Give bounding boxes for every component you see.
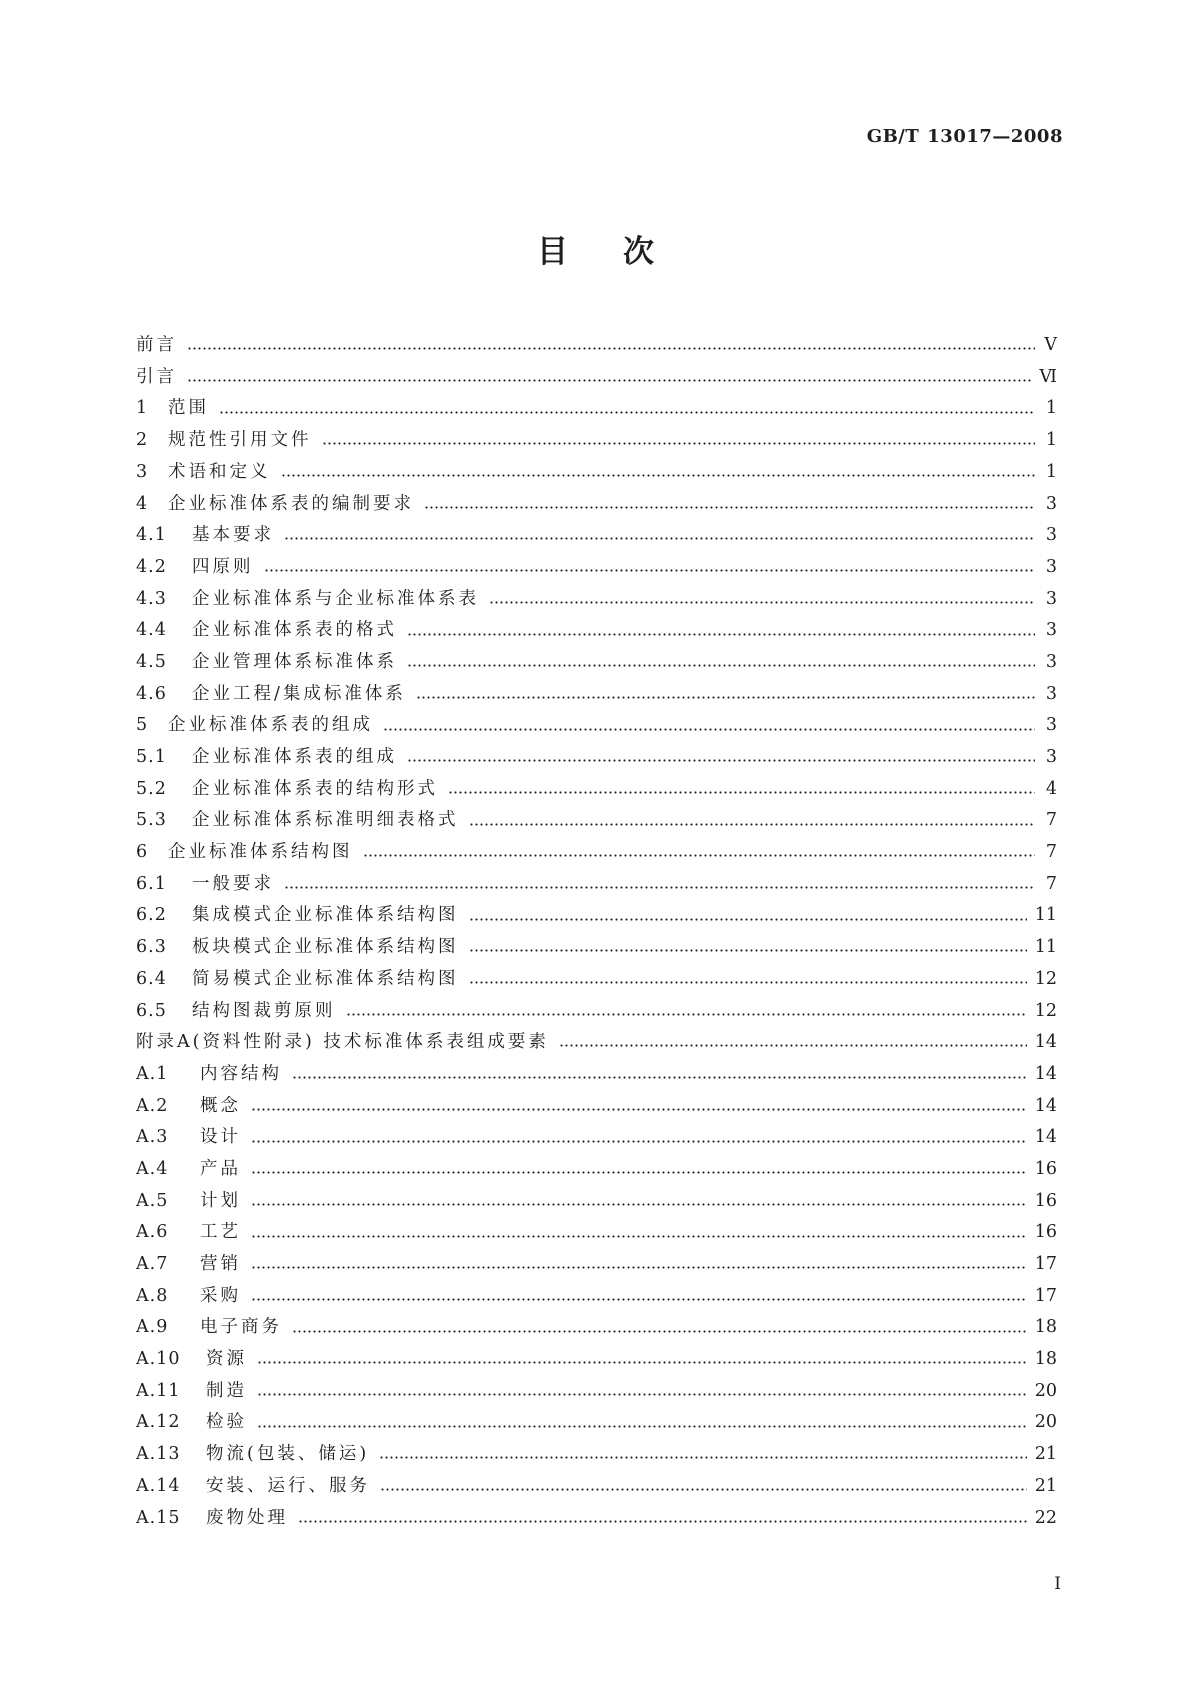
toc-entry-title: 术语和定义 bbox=[168, 461, 271, 482]
toc-entry-page: 3 bbox=[1045, 747, 1057, 768]
toc-entry-page: 17 bbox=[1034, 1254, 1057, 1275]
toc-dot-leader bbox=[469, 981, 1027, 984]
toc-entry-number: 2 bbox=[136, 430, 149, 451]
toc-entry[interactable] bbox=[136, 1091, 1057, 1123]
toc-entry-number: A.5 bbox=[136, 1190, 169, 1211]
toc-entry[interactable] bbox=[136, 1059, 1057, 1091]
toc-entry-title: 采购 bbox=[200, 1285, 241, 1306]
toc-dot-leader bbox=[264, 569, 1036, 572]
toc-entry-page: 14 bbox=[1034, 1095, 1057, 1116]
toc-entry-number: A.1 bbox=[136, 1063, 169, 1084]
toc-dot-leader bbox=[469, 949, 1027, 952]
toc-entry-number: 5.2 bbox=[136, 778, 167, 799]
toc-entry-page: Ⅵ bbox=[1039, 366, 1057, 387]
toc-entry[interactable] bbox=[136, 1281, 1057, 1313]
toc-entry-title: 工艺 bbox=[200, 1222, 241, 1243]
toc-entry[interactable] bbox=[136, 520, 1057, 552]
toc-entry[interactable] bbox=[136, 1249, 1057, 1281]
toc-entry-title: 企业工程/集成标准体系 bbox=[192, 683, 406, 704]
toc-dot-leader bbox=[346, 1013, 1027, 1016]
toc-entry-title: 企业标准体系标准明细表格式 bbox=[192, 810, 459, 831]
toc-dot-leader bbox=[363, 854, 1036, 857]
toc-dot-leader bbox=[281, 474, 1036, 477]
toc-entry-number: 6 bbox=[136, 842, 149, 863]
toc-entry-page: 20 bbox=[1034, 1412, 1057, 1433]
toc-entry-page: 22 bbox=[1034, 1507, 1057, 1528]
page-title: 目次 bbox=[537, 234, 709, 270]
toc-entry-title: 企业标准体系表的格式 bbox=[192, 620, 397, 641]
toc-dot-leader bbox=[380, 1488, 1027, 1491]
toc-entry[interactable] bbox=[136, 1312, 1057, 1344]
toc-entry-number: 1 bbox=[136, 398, 149, 419]
toc-entry-number: A.7 bbox=[136, 1254, 169, 1275]
toc-entry-page: 11 bbox=[1034, 937, 1057, 958]
toc-dot-leader bbox=[251, 1108, 1027, 1111]
toc-dot-leader bbox=[298, 1520, 1027, 1523]
toc-entry-number: 4.3 bbox=[136, 588, 167, 609]
toc-dot-leader bbox=[251, 1298, 1027, 1301]
toc-entry-number: 4 bbox=[136, 493, 149, 514]
standard-prefix: GB/T bbox=[866, 126, 920, 147]
toc-entry[interactable] bbox=[136, 330, 1057, 362]
toc-dot-leader bbox=[416, 696, 1035, 699]
toc-dot-leader bbox=[251, 1235, 1027, 1238]
toc-entry-title: 企业标准体系表的组成 bbox=[168, 715, 373, 736]
toc-entry-page: 12 bbox=[1034, 1000, 1057, 1021]
toc-entry-number: A.10 bbox=[136, 1349, 181, 1370]
toc-dot-leader bbox=[489, 601, 1035, 604]
toc-entry[interactable] bbox=[136, 869, 1057, 901]
toc-entry-number: A.8 bbox=[136, 1285, 169, 1306]
toc-entry-title: 企业标准体系与企业标准体系表 bbox=[192, 588, 479, 609]
toc-entry-title: 规范性引用文件 bbox=[168, 430, 312, 451]
toc-entry-title: 范围 bbox=[168, 398, 209, 419]
toc-dot-leader bbox=[251, 1266, 1027, 1269]
toc-entry[interactable] bbox=[136, 995, 1057, 1027]
toc-entry-page: 3 bbox=[1045, 651, 1057, 672]
toc-entry-number: 4.6 bbox=[136, 683, 167, 704]
toc-entry-page: 3 bbox=[1045, 588, 1057, 609]
toc-entry[interactable] bbox=[136, 964, 1057, 996]
toc-entry-number: 6.2 bbox=[136, 905, 167, 926]
toc-entry[interactable] bbox=[136, 1027, 1057, 1059]
toc-entry-number: 3 bbox=[136, 461, 149, 482]
toc-entry[interactable] bbox=[136, 932, 1057, 964]
toc-dot-leader bbox=[292, 1076, 1027, 1079]
toc-entry-title: 四原则 bbox=[192, 556, 254, 577]
toc-entry[interactable] bbox=[136, 1122, 1057, 1154]
toc-dot-leader bbox=[257, 1393, 1027, 1396]
toc-entry-page: 20 bbox=[1034, 1380, 1057, 1401]
toc-entry-title: 检验 bbox=[206, 1412, 247, 1433]
toc-entry-number: A.15 bbox=[136, 1507, 181, 1528]
toc-entry-title: 营销 bbox=[200, 1254, 241, 1275]
toc-entry-title: 企业标准体系结构图 bbox=[168, 842, 353, 863]
toc-entry-number: 4.5 bbox=[136, 651, 167, 672]
toc-entry-page: 16 bbox=[1034, 1222, 1057, 1243]
toc-entry-number: 6.4 bbox=[136, 968, 167, 989]
toc-entry-number: A.2 bbox=[136, 1095, 169, 1116]
toc-entry-title: 设计 bbox=[200, 1127, 241, 1148]
toc-entry-title: 概念 bbox=[200, 1095, 241, 1116]
toc-dot-leader bbox=[292, 1330, 1027, 1333]
toc-entry-title: 前言 bbox=[136, 335, 177, 356]
toc-dot-leader bbox=[284, 537, 1035, 540]
toc-dot-leader bbox=[284, 886, 1035, 889]
toc-entry-number: A.4 bbox=[136, 1158, 169, 1179]
toc-dot-leader bbox=[257, 1361, 1027, 1364]
toc-entry[interactable] bbox=[136, 647, 1057, 679]
toc-entry-title: 企业管理体系标准体系 bbox=[192, 651, 397, 672]
standard-number: 13017—2008 bbox=[927, 126, 1063, 147]
toc-dot-leader bbox=[559, 1044, 1027, 1047]
toc-entry-title: 计划 bbox=[200, 1190, 241, 1211]
toc-entry-number: 6.1 bbox=[136, 873, 167, 894]
toc-entry-number: A.9 bbox=[136, 1317, 169, 1338]
toc-entry[interactable] bbox=[136, 774, 1057, 806]
table-of-contents bbox=[136, 330, 1057, 1534]
toc-entry-title: 一般要求 bbox=[192, 873, 274, 894]
toc-entry-title: 废物处理 bbox=[206, 1507, 288, 1528]
toc-entry-number: A.11 bbox=[136, 1380, 181, 1401]
toc-entry-number: 6.5 bbox=[136, 1000, 167, 1021]
toc-dot-leader bbox=[251, 1171, 1027, 1174]
toc-entry-number: 6.3 bbox=[136, 937, 167, 958]
toc-entry-title: 安装、运行、服务 bbox=[206, 1475, 370, 1496]
toc-entry-number: 4.4 bbox=[136, 620, 167, 641]
toc-entry-title: 企业标准体系表的结构形式 bbox=[192, 778, 438, 799]
toc-entry-page: 4 bbox=[1045, 778, 1057, 799]
toc-entry-title: 资源 bbox=[206, 1349, 247, 1370]
toc-dot-leader bbox=[469, 823, 1036, 826]
toc-entry-number: 5.1 bbox=[136, 747, 167, 768]
toc-entry-title: 产品 bbox=[200, 1158, 241, 1179]
toc-dot-leader bbox=[379, 1456, 1027, 1459]
toc-dot-leader bbox=[219, 411, 1035, 414]
toc-entry-page: 18 bbox=[1034, 1349, 1057, 1370]
toc-dot-leader bbox=[407, 633, 1035, 636]
toc-entry[interactable] bbox=[136, 742, 1057, 774]
toc-entry-page: 3 bbox=[1045, 620, 1057, 641]
toc-entry[interactable] bbox=[136, 1502, 1057, 1534]
toc-dot-leader bbox=[187, 347, 1035, 350]
toc-entry-page: 1 bbox=[1045, 398, 1057, 419]
toc-entry[interactable] bbox=[136, 679, 1057, 711]
toc-entry[interactable] bbox=[136, 1344, 1057, 1376]
toc-entry-page: 21 bbox=[1034, 1475, 1057, 1496]
toc-entry-page: 12 bbox=[1034, 968, 1057, 989]
toc-dot-leader bbox=[383, 728, 1035, 731]
toc-entry[interactable] bbox=[136, 425, 1057, 457]
toc-entry-page: 3 bbox=[1045, 715, 1057, 736]
toc-entry-title: 结构图裁剪原则 bbox=[192, 1000, 336, 1021]
toc-entry[interactable] bbox=[136, 710, 1057, 742]
toc-entry-title: 物流(包装、储运) bbox=[206, 1444, 370, 1465]
toc-entry[interactable] bbox=[136, 1439, 1057, 1471]
toc-dot-leader bbox=[407, 664, 1035, 667]
toc-entry-page: 7 bbox=[1045, 873, 1057, 894]
toc-entry-title: 企业标准体系表的组成 bbox=[192, 747, 397, 768]
toc-entry-page: 17 bbox=[1034, 1285, 1057, 1306]
toc-entry-title: 附录A(资料性附录) 技术标准体系表组成要素 bbox=[136, 1032, 549, 1053]
toc-entry-page: 11 bbox=[1034, 905, 1057, 926]
toc-entry-title: 集成模式企业标准体系结构图 bbox=[192, 905, 459, 926]
toc-entry-page: 7 bbox=[1045, 810, 1057, 831]
toc-entry[interactable] bbox=[136, 362, 1057, 394]
toc-entry[interactable] bbox=[136, 1217, 1057, 1249]
toc-entry[interactable] bbox=[136, 1154, 1057, 1186]
toc-dot-leader bbox=[257, 1425, 1027, 1428]
toc-entry[interactable] bbox=[136, 837, 1057, 869]
toc-entry-number: A.12 bbox=[136, 1412, 181, 1433]
toc-entry-page: 7 bbox=[1045, 842, 1057, 863]
toc-entry-number: 4.2 bbox=[136, 556, 167, 577]
toc-entry-title: 内容结构 bbox=[200, 1063, 282, 1084]
toc-entry-page: 3 bbox=[1045, 556, 1057, 577]
toc-entry-number: 5 bbox=[136, 715, 149, 736]
toc-entry-title: 企业标准体系表的编制要求 bbox=[168, 493, 414, 514]
toc-entry-page: 3 bbox=[1045, 493, 1057, 514]
toc-entry-page: 16 bbox=[1034, 1158, 1057, 1179]
toc-entry[interactable] bbox=[136, 552, 1057, 584]
toc-entry-number: A.6 bbox=[136, 1222, 169, 1243]
toc-dot-leader bbox=[187, 379, 1031, 382]
toc-dot-leader bbox=[322, 442, 1036, 445]
toc-entry[interactable] bbox=[136, 615, 1057, 647]
toc-dot-leader bbox=[424, 506, 1035, 509]
toc-entry[interactable] bbox=[136, 900, 1057, 932]
toc-entry-page: Ⅴ bbox=[1044, 335, 1057, 356]
toc-entry-page: 14 bbox=[1034, 1127, 1057, 1148]
toc-entry[interactable] bbox=[136, 393, 1057, 425]
toc-entry-page: 3 bbox=[1045, 683, 1057, 704]
toc-entry[interactable] bbox=[136, 488, 1057, 520]
toc-dot-leader bbox=[469, 918, 1027, 921]
toc-entry-title: 制造 bbox=[206, 1380, 247, 1401]
page-number: Ⅰ bbox=[1054, 1574, 1061, 1594]
toc-entry-page: 16 bbox=[1034, 1190, 1057, 1211]
toc-entry-page: 18 bbox=[1034, 1317, 1057, 1338]
toc-entry-page: 14 bbox=[1034, 1032, 1057, 1053]
toc-entry-number: A.14 bbox=[136, 1475, 181, 1496]
toc-dot-leader bbox=[251, 1203, 1027, 1206]
standard-code bbox=[867, 126, 1063, 147]
toc-entry-page: 1 bbox=[1045, 461, 1057, 482]
toc-entry-title: 基本要求 bbox=[192, 525, 274, 546]
toc-entry-number: 5.3 bbox=[136, 810, 167, 831]
toc-entry-title: 简易模式企业标准体系结构图 bbox=[192, 968, 459, 989]
toc-entry[interactable] bbox=[136, 1376, 1057, 1408]
toc-entry-title: 板块模式企业标准体系结构图 bbox=[192, 937, 459, 958]
toc-entry[interactable] bbox=[136, 1186, 1057, 1218]
toc-entry-page: 14 bbox=[1034, 1063, 1057, 1084]
toc-entry-page: 1 bbox=[1045, 430, 1057, 451]
toc-entry-title: 引言 bbox=[136, 366, 177, 387]
toc-entry[interactable] bbox=[136, 584, 1057, 616]
toc-entry[interactable] bbox=[136, 1407, 1057, 1439]
toc-entry-number: 4.1 bbox=[136, 525, 167, 546]
toc-dot-leader bbox=[251, 1140, 1027, 1143]
toc-entry[interactable] bbox=[136, 1471, 1057, 1503]
toc-entry-number: A.13 bbox=[136, 1444, 181, 1465]
toc-dot-leader bbox=[448, 791, 1035, 794]
toc-entry-number: A.3 bbox=[136, 1127, 169, 1148]
toc-entry-page: 21 bbox=[1034, 1444, 1057, 1465]
toc-entry-page: 3 bbox=[1045, 525, 1057, 546]
toc-entry[interactable] bbox=[136, 457, 1057, 489]
toc-dot-leader bbox=[407, 759, 1035, 762]
toc-entry-title: 电子商务 bbox=[200, 1317, 282, 1338]
toc-entry[interactable] bbox=[136, 805, 1057, 837]
